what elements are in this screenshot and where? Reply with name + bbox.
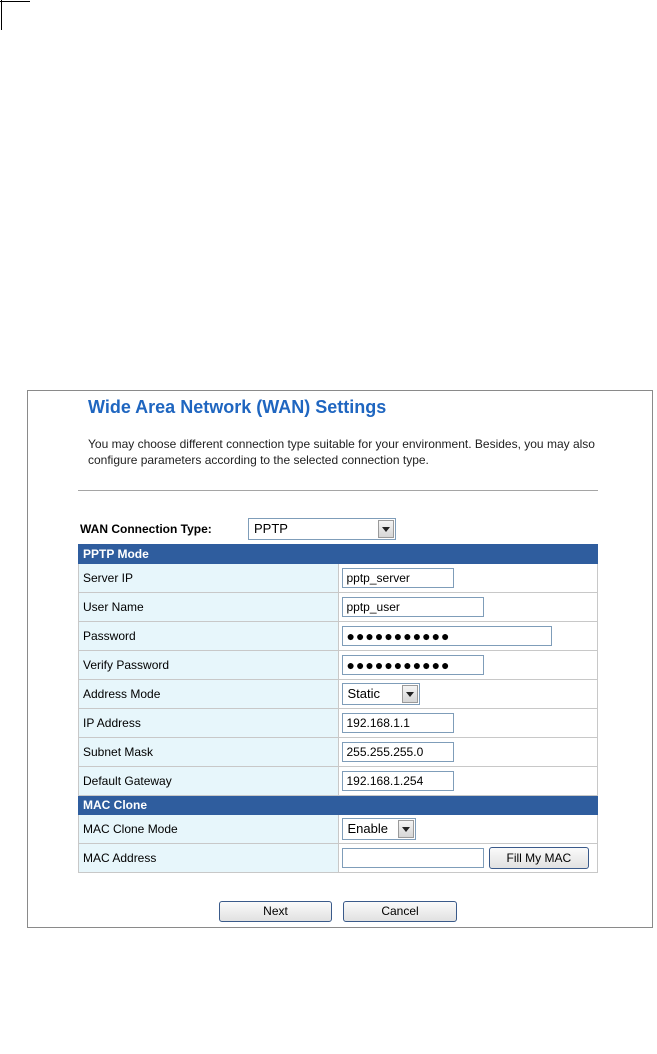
mac-clone-mode-select[interactable] (342, 818, 416, 840)
verify-password-input[interactable]: ●●●●●●●●●●● (342, 655, 484, 675)
server-ip-input[interactable]: pptp_server (342, 568, 454, 588)
table-row (79, 564, 598, 593)
connection-type-value: PPTP (254, 521, 288, 536)
subnet-mask-input[interactable]: 255.255.255.0 (342, 742, 454, 762)
connection-type-label: WAN Connection Type: (80, 522, 212, 536)
address-mode-value: Static (347, 686, 381, 701)
user-name-label: User Name (79, 593, 339, 622)
verify-password-label: Verify Password (79, 651, 339, 680)
mac-clone-mode-value: Enable (347, 821, 388, 836)
password-label: Password (79, 622, 339, 651)
table-row (79, 709, 598, 738)
address-mode-select[interactable] (342, 683, 420, 705)
table-row (79, 815, 598, 844)
wan-settings-panel (27, 390, 653, 928)
table-row (79, 680, 598, 709)
table-row (79, 622, 598, 651)
mac-clone-mode-label: MAC Clone Mode (79, 815, 339, 844)
default-gateway-label: Default Gateway (79, 767, 339, 796)
section-header-mac-clone (79, 796, 598, 815)
password-input[interactable]: ●●●●●●●●●●● (342, 626, 552, 646)
table-row (79, 593, 598, 622)
address-mode-label: Address Mode (79, 680, 339, 709)
page-description: You may choose different connection type suitable for your environment. Besides, you may also configure parameters according to the selected connection type. (88, 437, 595, 467)
settings-table (78, 544, 598, 873)
chevron-down-icon[interactable] (402, 685, 418, 703)
connection-type-select[interactable] (248, 518, 396, 540)
section-header-pptp (79, 545, 598, 564)
section-title: PPTP Mode (79, 545, 598, 564)
default-gateway-input[interactable]: 192.168.1.254 (342, 771, 454, 791)
server-ip-label: Server IP (79, 564, 339, 593)
fill-my-mac-button[interactable]: Fill My MAC (489, 847, 589, 869)
table-row (79, 767, 598, 796)
table-row (79, 651, 598, 680)
subnet-mask-label: Subnet Mask (79, 738, 339, 767)
mac-address-label: MAC Address (79, 844, 339, 873)
ip-address-input[interactable]: 192.168.1.1 (342, 713, 454, 733)
user-name-input[interactable]: pptp_user (342, 597, 484, 617)
cancel-button[interactable]: Cancel (343, 901, 457, 922)
ip-address-label: IP Address (79, 709, 339, 738)
chevron-down-icon[interactable] (378, 520, 394, 538)
crop-mark-horizontal (0, 1, 30, 2)
section-title: MAC Clone (79, 796, 598, 815)
mac-address-input[interactable] (342, 848, 484, 868)
divider (78, 490, 598, 491)
next-button[interactable]: Next (219, 901, 332, 922)
table-row (79, 844, 598, 873)
page-title: Wide Area Network (WAN) Settings (88, 397, 387, 417)
table-row (79, 738, 598, 767)
chevron-down-icon[interactable] (398, 820, 414, 838)
crop-mark-vertical (1, 0, 2, 30)
